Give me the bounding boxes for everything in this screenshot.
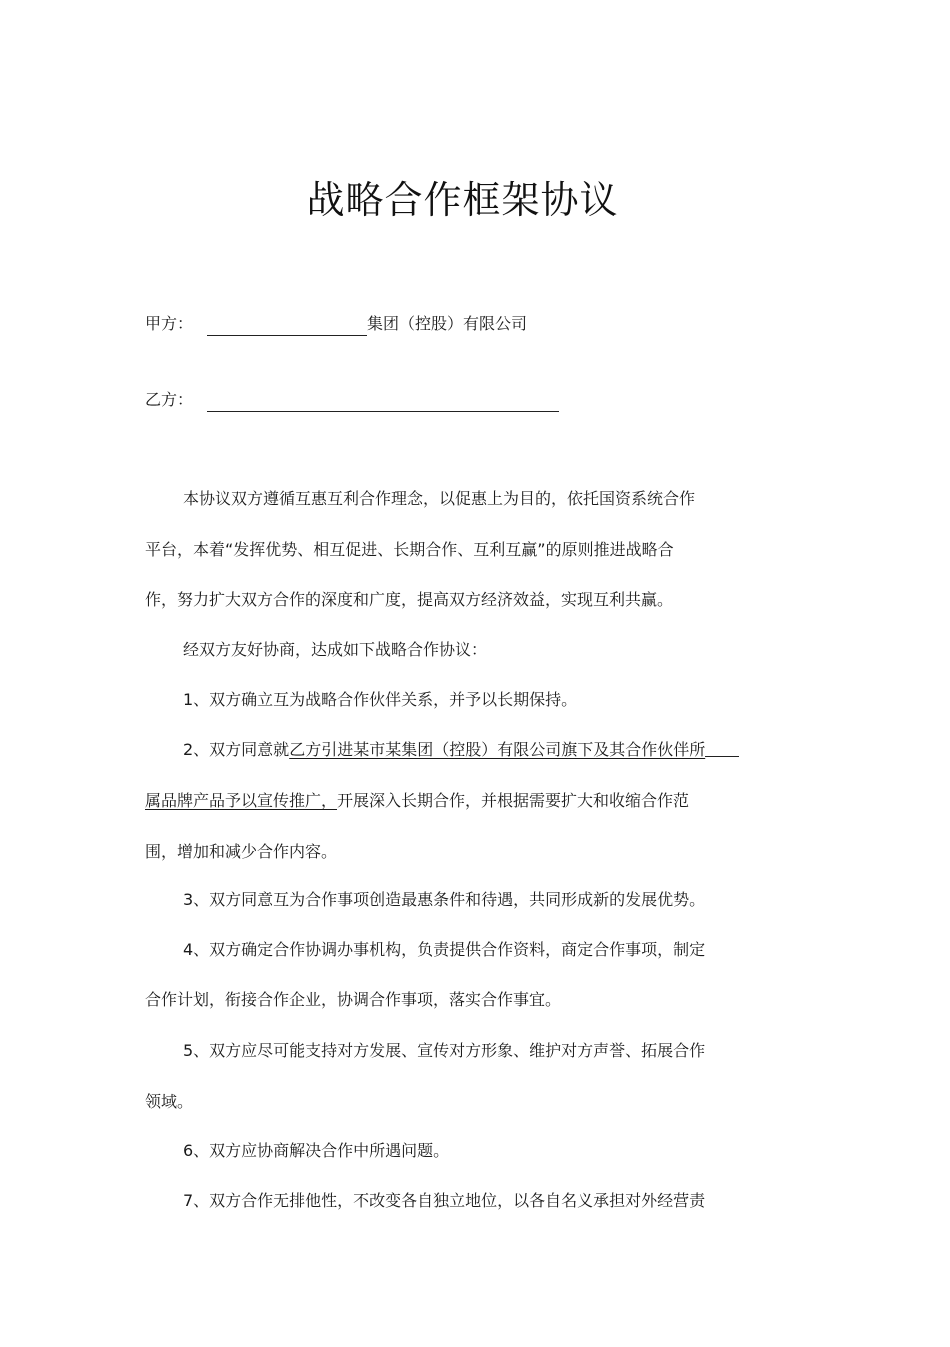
clause-2-line-1-underlined: 乙方引进某市某集团（控股）有限公司旗下及其合作伙伴所 (289, 740, 706, 759)
party-b-line (145, 388, 559, 412)
party-b-blank (207, 393, 559, 412)
clause-6: 6、双方应协商解决合作中所遇问题。 (183, 1141, 450, 1160)
document-title: 战略合作框架协议 (306, 178, 619, 222)
clause-5-line-1: 5、双方应尽可能支持对方发展、宣传对方形象、维护对方声誉、拓展合作 (183, 1041, 706, 1060)
clause-2-line-2 (145, 789, 689, 813)
clause-2-line-1 (183, 738, 739, 762)
paragraph-intro-line-3: 作，努力扩大双方合作的深度和广度，提高双方经济效益，实现互利共赢。 (145, 590, 674, 609)
party-a-line (145, 312, 527, 336)
party-a-label: 甲方： (145, 314, 194, 333)
party-a-blank (207, 317, 367, 336)
clause-3: 3、双方同意互为合作事项创造最惠条件和待遇，共同形成新的发展优势。 (183, 890, 706, 909)
clause-4-line-1: 4、双方确定合作协调办事机构，负责提供合作资料，商定合作事项，制定 (183, 940, 706, 959)
clause-1: 1、双方确立互为战略合作伙伴关系，并予以长期保持。 (183, 690, 578, 709)
clause-2-trailing-rule (705, 738, 739, 757)
paragraph-intro-line-2: 平台，本着“发挥优势、相互促进、长期合作、互利互赢”的原则推进战略合 (145, 540, 674, 559)
paragraph-intro-line-1: 本协议双方遵循互惠互利合作理念，以促惠上为目的，依托国资系统合作 (183, 489, 696, 508)
party-b-label: 乙方： (145, 390, 194, 409)
clause-5-line-2: 领域。 (145, 1092, 194, 1111)
clause-2-line-2-underlined: 属品牌产品予以宣传推广， (145, 791, 338, 810)
clause-4-line-2: 合作计划，衔接合作企业，协调合作事项，落实合作事宜。 (145, 990, 562, 1009)
clause-2-line-2-rest: 开展深入长期合作，并根据需要扩大和收缩合作范 (337, 791, 690, 810)
clause-2-line-3: 围，增加和减少合作内容。 (145, 842, 338, 861)
paragraph-negotiation: 经双方友好协商，达成如下战略合作协议： (183, 640, 488, 659)
clause-2-line-1-prefix: 2、双方同意就 (183, 740, 290, 759)
clause-7-line-1: 7、双方合作无排他性，不改变各自独立地位，以各自名义承担对外经营责 (183, 1191, 706, 1210)
party-a-suffix: 集团（控股）有限公司 (367, 314, 528, 333)
